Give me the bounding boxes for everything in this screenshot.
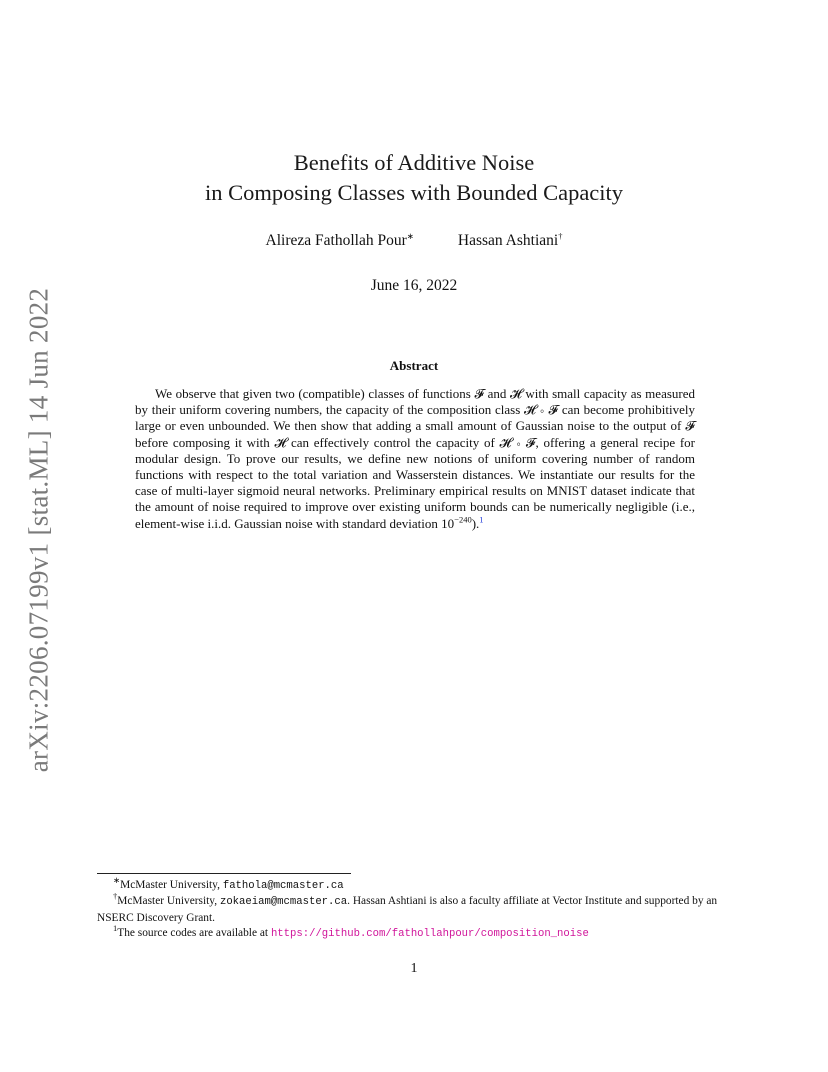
footnote-2 (97, 891, 737, 926)
footnote-2-mark: † (113, 891, 118, 902)
source-code-link[interactable]: https://github.com/fathollahpour/composition_noise (270, 927, 589, 940)
footnote-3-text: The source codes are available at (117, 926, 271, 939)
paper-date: June 16, 2022 (370, 277, 458, 294)
author-1-name: Alireza Fathollah Pour (265, 232, 407, 249)
footnote-1-email: fathola@mcmaster.ca (222, 880, 344, 892)
footnote-2-after: . Hassan Ashtiani is also a faculty affiliate at Vector Institute and supported by an NSERC Discovery Grant. (97, 895, 718, 924)
author-1-mark: ∗ (406, 230, 414, 241)
abstract-text-end: ). (471, 515, 480, 531)
title-line-2: in Composing Classes with Bounded Capacity (204, 180, 624, 205)
author-2-name: Hassan Ashtiani (457, 232, 559, 249)
footnote-ref-link[interactable]: 1 (479, 514, 484, 525)
title-line-1: Benefits of Additive Noise (293, 150, 535, 175)
footnote-1-text: McMaster University, (120, 879, 223, 891)
page-number: 1 (410, 961, 418, 976)
abstract-body (135, 386, 695, 532)
footnote-rule (97, 873, 351, 874)
author-2-mark: † (558, 230, 563, 241)
author-1 (266, 232, 414, 250)
footnote-3-mark: 1 (113, 923, 118, 934)
footnote-1-mark: ∗ (113, 875, 121, 886)
footnote-2-email: zokaeiam@mcmaster.ca (219, 896, 348, 909)
footnote-1 (97, 875, 737, 894)
paper-title (0, 148, 828, 208)
footnote-3 (97, 923, 737, 942)
author-list (0, 232, 828, 250)
abstract-exponent: −240 (454, 514, 472, 525)
author-2 (458, 232, 563, 250)
footnote-2-text: McMaster University, (117, 895, 220, 908)
arxiv-stamp: arXiv:2206.07199v1 [stat.ML] 14 Jun 2022 (23, 287, 54, 773)
abstract-text: We observe that given two (compatible) classes of functions 𝓕 and 𝓗 with small capacity as measured by their uniform covering numbers, the capacity of the composition class 𝓗 ∘ 𝓕 can become prohibitively large or even unbounded. We then show that adding a small amount of Gaussian noise to the output of 𝓕 before composing it with 𝓗 can effectively control the capacity of 𝓗 ∘ 𝓕, offering a general recipe for modular design. To prove our results, we define new notions of uniform covering number of random functions with respect to the total variation and Wasserstein distances. We instantiate our results for the case of multi-layer sigmoid neural networks. Preliminary empirical results on MNIST dataset indicate that the amount of noise required to improve over existing uniform bounds can be numerically negligible (i.e., element-wise i.i.d. Gaussian noise with standard deviation 10 (135, 386, 695, 531)
footnotes (97, 875, 737, 942)
abstract-heading: Abstract (389, 358, 439, 373)
